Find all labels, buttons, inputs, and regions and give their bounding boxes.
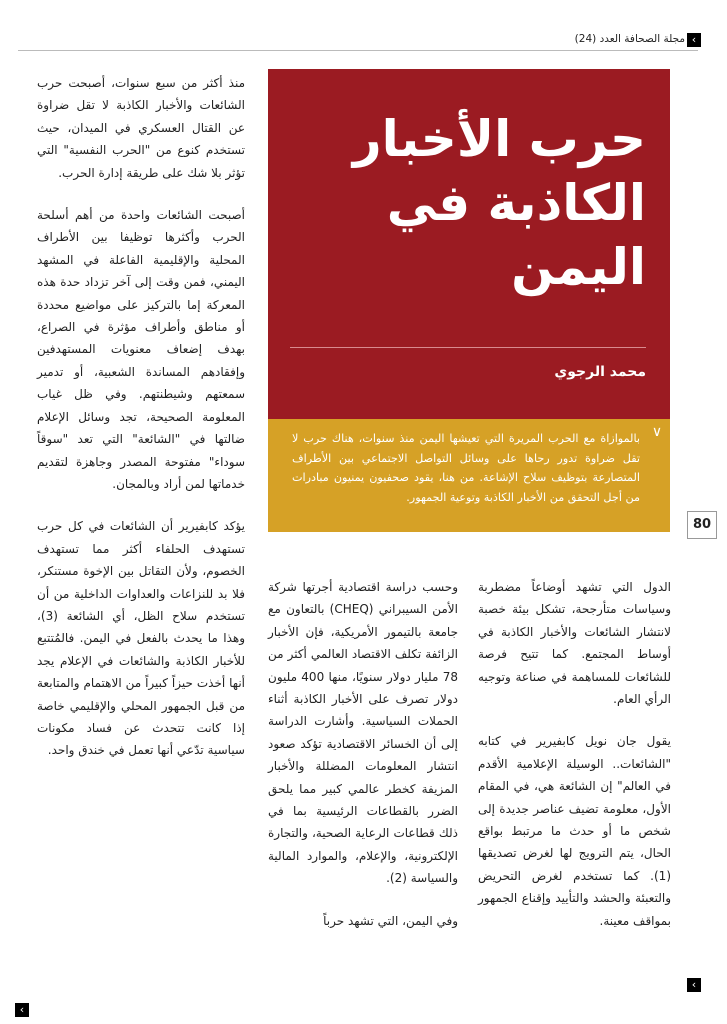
lead-paragraph: بالموازاة مع الحرب المريرة التي تعيشها اليمن منذ سنوات، هناك حرب لا تقل ضراوة تدور رحاها على وسائل التواصل الاجتماعي بين الأطراف المتصارعة بتوظيف سلاح الإشاعة. من هنا، يقود صحفيون يمنيون مبادرات من أجل التحقق من الأخبار الكاذبة وتوعية الجمهور.: [292, 432, 640, 504]
author-name: محمد الرجوي: [554, 364, 646, 380]
chevron-left-icon[interactable]: ‹: [687, 33, 701, 47]
title-line: حرب الأخبار: [352, 110, 646, 168]
chevron-down-icon: ∨: [651, 424, 663, 440]
header-divider: [18, 50, 698, 51]
title-block: [268, 69, 670, 419]
title-line: الكاذبة في: [386, 174, 646, 232]
paragraph: يؤكد كابفيرير أن الشائعات في كل حرب تستهدف الحلفاء أكثر مما تستهدف الخصوم، ولأن التقاتل بين الإخوة مستنكر، فلا بد للنزاعات والعداوات الداخلية من أن تستخدم سلاح الظل، أي الشائعة (3)، وهذا ما يحدث بالفعل في اليمن. فالمُتتبع للأخبار الكاذبة والشائعات في الإعلام يجد أنها أخذت حيزاً كبيراً من الاهتمام والمتابعة من قبل الجمهور المحلي والإقليمي خاصة إذا كانت تتحدث عن فساد مكونات سياسية تدّعي أنها تعمل في خندق واحد.: [37, 519, 245, 758]
paragraph: يقول جان نويل كابفيرير في كتابه "الشائعات.. الوسيلة الإعلامية الأقدم في العالم" إن الشائعة هي، في المقام الأول، معلومة تضيف عناصر جديدة إلى شخص ما أو حدث ما مرتبط بواقع الحال، يتم الترويج لها لغرض تصديقها (1). كما تستخدم لغرض التحريض والتعبئة والحشد والتأييد وإقناع الجمهور بمواقف معينة.: [478, 734, 671, 928]
title-divider: [290, 347, 646, 348]
paragraph: أصبحت الشائعات واحدة من أهم أسلحة الحرب وأكثرها توظيفا بين الأطراف المحلية والإقليمية الفاعلة في المشهد اليمني، فمن وقت إلى آخر تزداد حدة هذه المعركة إما بالتركيز على مواضيع محددة أو مناطق وأطراف مؤثرة في الصراع، بهدف إضعاف معنويات المستهدفين وإفقادهم المساندة الشعبية، أو تدمير سمعتهم وشيطنتهم. وفي ظل غياب المعلومة الصحيحة، تجد وسائل الإعلام ضالتها في "الشائعة" التي تعد "سوقاً سوداء" مفتوحة المصدر وجاهزة لتقديم خدماتها لمن أراد وبالمجان.: [37, 208, 245, 491]
body-column-right: [37, 72, 245, 782]
page-number: 80: [687, 511, 717, 539]
body-column-left: [478, 576, 671, 952]
magazine-issue-title: مجلة الصحافة العدد (24): [574, 33, 685, 45]
paragraph: منذ أكثر من سبع سنوات، أصبحت حرب الشائعات والأخبار الكاذبة لا تقل ضراوة عن القتال العسكري في الميدان، حيث تستخدم كنوع من "الحرب النفسية" التي تؤثر بلا شك على طريقة إدارة الحرب.: [37, 76, 245, 180]
lead-box: [268, 419, 670, 532]
paragraph: وحسب دراسة اقتصادية أجرتها شركة الأمن السيبراني (CHEQ) بالتعاون مع جامعة بالتيمور الأمريكية، فإن الأخبار الزائفة تكلف الاقتصاد العالمي أكثر من 78 مليار دولار سنويًا، منها 400 مليون دولار تصرف على الأخبار الكاذبة أثناء الحملات السياسية. وأشارت الدراسة إلى أن الخسائر الاقتصادية تؤكد صعود انتشار المعلومات المضللة والأخبار المزيفة كخطر عالمي كبير مما يلحق الضرر بالقطاعات الرئيسية بما في ذلك قطاعات الرعاية الصحية، والتجارة الإلكترونية، والإعلام، والموارد المالية والسياسة (2).: [268, 580, 458, 886]
paragraph: وفي اليمن، التي تشهد حرباً: [323, 913, 458, 928]
article-title: [286, 107, 646, 299]
chevron-left-icon[interactable]: ‹: [687, 978, 701, 992]
chevron-left-icon[interactable]: ‹: [15, 1003, 29, 1017]
title-line: اليمن: [511, 238, 646, 296]
paragraph: الدول التي تشهد أوضاعاً مضطربة وسياسات متأرجحة، تشكل بيئة خصبة لانتشار الشائعات والأخبار الكاذبة في أوساط المجتمع. كما تتيح فرصة للشائعات للمساهمة في صناعة وتوجيه الرأي العام.: [478, 580, 671, 707]
body-column-middle: [268, 576, 458, 952]
